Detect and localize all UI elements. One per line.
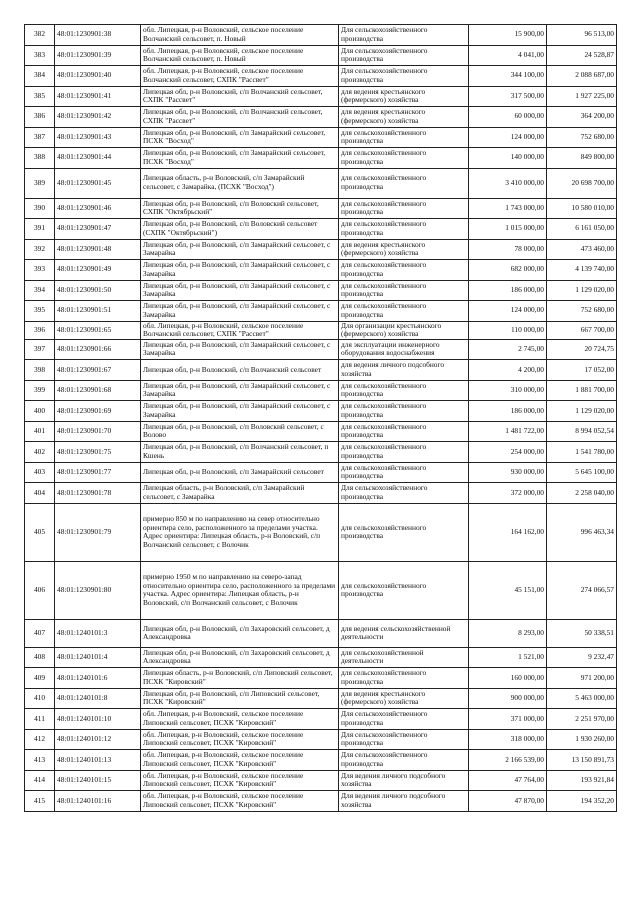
area-cell: 78 000,00: [469, 239, 547, 260]
table-row: [25, 688, 617, 709]
area-cell: 372 000,00: [469, 483, 547, 504]
area-cell: 317 500,00: [469, 86, 547, 107]
row-number: 387: [25, 127, 55, 148]
cadastral-value-cell: 1 930 260,00: [547, 729, 617, 750]
land-use-cell: для сельскохозяйственного производства: [339, 668, 469, 689]
table-row: [25, 709, 617, 730]
table-row: [25, 647, 617, 668]
cadastral-number: 48:01:1230901:38: [55, 25, 141, 46]
table-row: [25, 401, 617, 422]
cadastral-value-cell: 9 232,47: [547, 647, 617, 668]
cadastral-number: 48:01:1230901:67: [55, 360, 141, 381]
row-number: 386: [25, 107, 55, 128]
cadastral-value-cell: 13 150 891,73: [547, 750, 617, 771]
row-number: 409: [25, 668, 55, 689]
address-cell: Липецкая обл, р-н Воловский, с/п Захаровский сельсовет, д Александровка: [141, 619, 339, 647]
land-use-cell: Для сельскохозяйственного производства: [339, 483, 469, 504]
cadastral-value-cell: 5 645 100,00: [547, 462, 617, 483]
cadastral-number: 48:01:1240101:3: [55, 619, 141, 647]
land-use-cell: Для сельскохозяйственного производства: [339, 750, 469, 771]
cadastral-value-cell: 2 258 040,00: [547, 483, 617, 504]
cadastral-value-cell: 849 800,00: [547, 148, 617, 169]
table-row: [25, 239, 617, 260]
address-cell: примерно 850 м по направлению на север относительно ориентира село, расположенного за пределами участка. Адрес ориентира: Липецкая область, р-н Воловский, с/п Волчанский сельсовет, с Волочик: [141, 503, 339, 561]
table-row: [25, 321, 617, 339]
land-parcels-table: [24, 24, 617, 812]
land-use-cell: Для сельскохозяйственного производства: [339, 45, 469, 66]
land-use-cell: Для сельскохозяйственного производства: [339, 66, 469, 87]
table-row: [25, 619, 617, 647]
table-row: [25, 561, 617, 619]
land-use-cell: Для сельскохозяйственного производства: [339, 729, 469, 750]
address-cell: Липецкая обл, р-н Воловский, с/п Замарайский сельсовет, с Замарайка: [141, 401, 339, 422]
cadastral-number: 48:01:1230901:69: [55, 401, 141, 422]
table-row: [25, 770, 617, 791]
land-use-cell: для сельскохозяйственного производства: [339, 280, 469, 301]
table-row: [25, 260, 617, 281]
land-use-cell: для ведения крестьянского (фермерского) хозяйства: [339, 86, 469, 107]
cadastral-number: 48:01:1230901:44: [55, 148, 141, 169]
land-use-cell: для сельскохозяйственного производства: [339, 219, 469, 240]
cadastral-value-cell: 194 352,20: [547, 791, 617, 812]
address-cell: обл. Липецкая, р-н Воловский, сельское поселение Волчанский сельсовет, СХПК "Рассвет": [141, 66, 339, 87]
area-cell: 682 000,00: [469, 260, 547, 281]
land-use-cell: для сельскохозяйственного производства: [339, 421, 469, 442]
table-row: [25, 750, 617, 771]
land-use-cell: для ведения крестьянского (фермерского) хозяйства: [339, 107, 469, 128]
row-number: 393: [25, 260, 55, 281]
table-row: [25, 280, 617, 301]
cadastral-value-cell: 364 200,00: [547, 107, 617, 128]
table-row: [25, 791, 617, 812]
table-row: [25, 442, 617, 463]
land-use-cell: для сельскохозяйственного производства: [339, 380, 469, 401]
cadastral-value-cell: 1 927 225,00: [547, 86, 617, 107]
cadastral-number: 48:01:1230901:48: [55, 239, 141, 260]
cadastral-value-cell: 5 463 000,00: [547, 688, 617, 709]
area-cell: 1 481 722,00: [469, 421, 547, 442]
cadastral-value-cell: 6 161 050,00: [547, 219, 617, 240]
row-number: 410: [25, 688, 55, 709]
address-cell: Липецкая обл, р-н Воловский, с/п Замарайский сельсовет, ПСХК "Восход": [141, 148, 339, 169]
address-cell: Липецкая обл, р-н Воловский, с/п Замарайский сельсовет, ПСХК "Восход": [141, 127, 339, 148]
address-cell: Липецкая обл, р-н Воловский, с/п Замарайский сельсовет, с Замарайка: [141, 280, 339, 301]
table-row: [25, 503, 617, 561]
area-cell: 60 000,00: [469, 107, 547, 128]
area-cell: 4 200,00: [469, 360, 547, 381]
cadastral-value-cell: 971 200,00: [547, 668, 617, 689]
cadastral-value-cell: 24 528,87: [547, 45, 617, 66]
address-cell: Липецкая обл, р-н Воловский, с/п Замарайский сельсовет, с Замарайка: [141, 301, 339, 322]
row-number: 414: [25, 770, 55, 791]
cadastral-number: 48:01:1230901:50: [55, 280, 141, 301]
row-number: 407: [25, 619, 55, 647]
cadastral-value-cell: 1 129 020,00: [547, 280, 617, 301]
table-row: [25, 45, 617, 66]
cadastral-value-cell: 752 680,00: [547, 301, 617, 322]
land-use-cell: для сельскохозяйственного производства: [339, 168, 469, 198]
area-cell: 318 000,00: [469, 729, 547, 750]
land-use-cell: Для сельскохозяйственного производства: [339, 25, 469, 46]
land-use-cell: для сельскохозяйственного производства: [339, 148, 469, 169]
table-row: [25, 219, 617, 240]
row-number: 395: [25, 301, 55, 322]
land-use-cell: для сельскохозяйственного производства: [339, 401, 469, 422]
row-number: 404: [25, 483, 55, 504]
row-number: 401: [25, 421, 55, 442]
table-row: [25, 25, 617, 46]
land-use-cell: для сельскохозяйственного производства: [339, 503, 469, 561]
row-number: 389: [25, 168, 55, 198]
table-row: [25, 360, 617, 381]
address-cell: Липецкая обл, р-н Воловский, с/п Волчанский сельсовет, СХПК "Рассвет": [141, 86, 339, 107]
row-number: 383: [25, 45, 55, 66]
land-use-cell: для сельскохозяйственного производства: [339, 198, 469, 219]
cadastral-value-cell: 996 463,34: [547, 503, 617, 561]
address-cell: обл. Липецкая, р-н Воловский, сельское поселение Волчанский сельсовет, п. Новый: [141, 25, 339, 46]
row-number: 415: [25, 791, 55, 812]
address-cell: обл. Липецкая, р-н Воловский, сельское поселение Липовский сельсовет, ПСХК "Кировский": [141, 750, 339, 771]
address-cell: обл. Липецкая, р-н Воловский, сельское поселение Липовский сельсовет, ПСХК "Кировский": [141, 729, 339, 750]
table-row: [25, 107, 617, 128]
cadastral-value-cell: 8 994 052,54: [547, 421, 617, 442]
row-number: 403: [25, 462, 55, 483]
land-use-cell: для ведения личного подсобного хозяйства: [339, 360, 469, 381]
cadastral-value-cell: 752 680,00: [547, 127, 617, 148]
area-cell: 47 764,00: [469, 770, 547, 791]
area-cell: 1 743 000,00: [469, 198, 547, 219]
address-cell: обл. Липецкая, р-н Воловский, сельское поселение Липовский сельсовет, ПСХК "Кировский": [141, 791, 339, 812]
address-cell: Липецкая обл, р-н Воловский, с/п Волчанский сельсовет: [141, 360, 339, 381]
address-cell: Липецкая обл, р-н Воловский, с/п Липовский сельсовет, ПСХК "Кировский": [141, 688, 339, 709]
cadastral-number: 48:01:1230901:79: [55, 503, 141, 561]
cadastral-value-cell: 1 541 780,00: [547, 442, 617, 463]
land-use-cell: для сельскохозяйственного производства: [339, 127, 469, 148]
area-cell: 186 000,00: [469, 280, 547, 301]
row-number: 400: [25, 401, 55, 422]
cadastral-value-cell: 2 251 970,00: [547, 709, 617, 730]
table-row: [25, 339, 617, 360]
address-cell: Липецкая обл, р-н Воловский, с/п Замарайский сельсовет, с Замарайка: [141, 339, 339, 360]
area-cell: 8 293,00: [469, 619, 547, 647]
table-row: [25, 380, 617, 401]
land-use-cell: для сельскохозяйственного производства: [339, 561, 469, 619]
land-use-cell: Для организации крестьянского (фермерского) хозяйства: [339, 321, 469, 339]
cadastral-number: 48:01:1240101:10: [55, 709, 141, 730]
table-row: [25, 483, 617, 504]
address-cell: Липецкая обл, р-н Воловский, с/п Воловский сельсовет (СХПК "Октябрьский"): [141, 219, 339, 240]
area-cell: 371 000,00: [469, 709, 547, 730]
row-number: 411: [25, 709, 55, 730]
cadastral-number: 48:01:1230901:39: [55, 45, 141, 66]
row-number: 388: [25, 148, 55, 169]
table-row: [25, 148, 617, 169]
land-use-cell: для сельскохозяйственного производства: [339, 462, 469, 483]
row-number: 402: [25, 442, 55, 463]
cadastral-number: 48:01:1230901:70: [55, 421, 141, 442]
address-cell: Липецкая обл, р-н Воловский, с/п Замарайский сельсовет, с Замарайка: [141, 239, 339, 260]
address-cell: обл. Липецкая, р-н Воловский, сельское поселение Волчанский сельсовет, п. Новый: [141, 45, 339, 66]
land-use-cell: Для ведения личного подсобного хозяйства: [339, 770, 469, 791]
area-cell: 930 000,00: [469, 462, 547, 483]
cadastral-value-cell: 667 700,00: [547, 321, 617, 339]
cadastral-value-cell: 20 698 700,00: [547, 168, 617, 198]
cadastral-number: 48:01:1240101:15: [55, 770, 141, 791]
cadastral-number: 48:01:1230901:78: [55, 483, 141, 504]
table-row: [25, 198, 617, 219]
table-row: [25, 168, 617, 198]
cadastral-number: 48:01:1230901:45: [55, 168, 141, 198]
area-cell: 1 015 000,00: [469, 219, 547, 240]
cadastral-value-cell: 17 052,00: [547, 360, 617, 381]
area-cell: 124 000,00: [469, 127, 547, 148]
area-cell: 124 000,00: [469, 301, 547, 322]
cadastral-number: 48:01:1230901:42: [55, 107, 141, 128]
cadastral-value-cell: 473 460,00: [547, 239, 617, 260]
row-number: 391: [25, 219, 55, 240]
address-cell: Липецкая обл, р-н Воловский, с/п Волчанский сельсовет, п Кшень: [141, 442, 339, 463]
row-number: 397: [25, 339, 55, 360]
cadastral-number: 48:01:1240101:16: [55, 791, 141, 812]
area-cell: 900 000,00: [469, 688, 547, 709]
cadastral-number: 48:01:1230901:49: [55, 260, 141, 281]
cadastral-value-cell: 10 580 010,00: [547, 198, 617, 219]
cadastral-value-cell: 20 724,75: [547, 339, 617, 360]
cadastral-number: 48:01:1240101:13: [55, 750, 141, 771]
row-number: 398: [25, 360, 55, 381]
area-cell: 47 870,00: [469, 791, 547, 812]
address-cell: Липецкая область, р-н Воловский, с/п Замарайский сельсовет, с Замарайка: [141, 483, 339, 504]
table-row: [25, 301, 617, 322]
land-use-cell: для сельскохозяйственной деятельности: [339, 647, 469, 668]
cadastral-number: 48:01:1230901:68: [55, 380, 141, 401]
row-number: 399: [25, 380, 55, 401]
area-cell: 254 000,00: [469, 442, 547, 463]
cadastral-value-cell: 1 881 700,00: [547, 380, 617, 401]
address-cell: Липецкая обл, р-н Воловский, с/п Волчанский сельсовет, СХПК "Рассвет": [141, 107, 339, 128]
cadastral-value-cell: 96 513,00: [547, 25, 617, 46]
land-use-cell: для ведения крестьянского (фермерского) хозяйства: [339, 688, 469, 709]
area-cell: 3 410 000,00: [469, 168, 547, 198]
cadastral-value-cell: 2 088 687,00: [547, 66, 617, 87]
area-cell: 2 745,00: [469, 339, 547, 360]
row-number: 392: [25, 239, 55, 260]
table-row: [25, 127, 617, 148]
area-cell: 4 041,00: [469, 45, 547, 66]
table-row: [25, 66, 617, 87]
cadastral-number: 48:01:1240101:8: [55, 688, 141, 709]
area-cell: 310 000,00: [469, 380, 547, 401]
cadastral-number: 48:01:1240101:12: [55, 729, 141, 750]
row-number: 413: [25, 750, 55, 771]
row-number: 384: [25, 66, 55, 87]
cadastral-number: 48:01:1230901:43: [55, 127, 141, 148]
area-cell: 140 000,00: [469, 148, 547, 169]
cadastral-number: 48:01:1230901:65: [55, 321, 141, 339]
address-cell: Липецкая область, р-н Воловский, с/п Замарайский сельсовет, с Замарайка, (ПСХК "Восход"): [141, 168, 339, 198]
cadastral-number: 48:01:1230901:77: [55, 462, 141, 483]
row-number: 394: [25, 280, 55, 301]
address-cell: Липецкая обл, р-н Воловский, с/п Воловский сельсовет, СХПК "Октябрьский": [141, 198, 339, 219]
cadastral-number: 48:01:1230901:46: [55, 198, 141, 219]
row-number: 382: [25, 25, 55, 46]
area-cell: 2 166 539,00: [469, 750, 547, 771]
cadastral-number: 48:01:1230901:41: [55, 86, 141, 107]
address-cell: обл. Липецкая, р-н Воловский, сельское поселение Волчанский сельсовет, СХПК "Рассвет": [141, 321, 339, 339]
address-cell: обл. Липецкая, р-н Воловский, сельское поселение Липовский сельсовет, ПСХК "Кировский": [141, 770, 339, 791]
cadastral-number: 48:01:1230901:51: [55, 301, 141, 322]
area-cell: 15 900,00: [469, 25, 547, 46]
area-cell: 1 521,00: [469, 647, 547, 668]
table-row: [25, 421, 617, 442]
address-cell: Липецкая область, р-н Воловский, с/п Липовский сельсовет, ПСХК "Кировский": [141, 668, 339, 689]
area-cell: 110 000,00: [469, 321, 547, 339]
row-number: 396: [25, 321, 55, 339]
land-use-cell: Для ведения личного подсобного хозяйства: [339, 791, 469, 812]
land-use-cell: для ведения крестьянского (фермерского) хозяйства: [339, 239, 469, 260]
area-cell: 45 151,00: [469, 561, 547, 619]
land-use-cell: для эксплуатации инженерного оборудования водоснабжения: [339, 339, 469, 360]
table-row: [25, 668, 617, 689]
cadastral-value-cell: 193 921,84: [547, 770, 617, 791]
area-cell: 186 000,00: [469, 401, 547, 422]
address-cell: Липецкая обл, р-н Воловский, с/п Воловский сельсовет, с Волово: [141, 421, 339, 442]
cadastral-number: 48:01:1240101:6: [55, 668, 141, 689]
row-number: 405: [25, 503, 55, 561]
row-number: 385: [25, 86, 55, 107]
land-use-cell: для сельскохозяйственного производства: [339, 260, 469, 281]
cadastral-value-cell: 50 338,51: [547, 619, 617, 647]
cadastral-number: 48:01:1230901:47: [55, 219, 141, 240]
land-use-cell: для сельскохозяйственного производства: [339, 442, 469, 463]
cadastral-value-cell: 274 066,57: [547, 561, 617, 619]
area-cell: 164 162,00: [469, 503, 547, 561]
cadastral-number: 48:01:1240101:4: [55, 647, 141, 668]
address-cell: Липецкая обл, р-н Воловский, с/п Захаровский сельсовет, д Александровка: [141, 647, 339, 668]
land-use-cell: для сельскохозяйственного производства: [339, 301, 469, 322]
row-number: 390: [25, 198, 55, 219]
address-cell: Липецкая обл, р-н Воловский, с/п Замарайский сельсовет: [141, 462, 339, 483]
cadastral-number: 48:01:1230901:66: [55, 339, 141, 360]
land-use-cell: для ведения сельскохозяйственной деятельности: [339, 619, 469, 647]
address-cell: примерно 1950 м по направлению на северо-запад относительно ориентира село, расположенного за пределами участка. Адрес ориентира: Липецкая область, р-н Воловский, с/п Волчанский сельсовет, с Волочик: [141, 561, 339, 619]
row-number: 412: [25, 729, 55, 750]
table-row: [25, 462, 617, 483]
area-cell: 160 000,00: [469, 668, 547, 689]
row-number: 406: [25, 561, 55, 619]
cadastral-value-cell: 4 139 740,00: [547, 260, 617, 281]
address-cell: Липецкая обл, р-н Воловский, с/п Замарайский сельсовет, с Замарайка: [141, 260, 339, 281]
cadastral-number: 48:01:1230901:40: [55, 66, 141, 87]
address-cell: Липецкая обл, р-н Воловский, с/п Замарайский сельсовет, с Замарайка: [141, 380, 339, 401]
address-cell: обл. Липецкая, р-н Воловский, сельское поселение Липовский сельсовет, ПСХК "Кировский": [141, 709, 339, 730]
table-row: [25, 86, 617, 107]
cadastral-number: 48:01:1230901:75: [55, 442, 141, 463]
cadastral-number: 48:01:1230901:80: [55, 561, 141, 619]
cadastral-value-cell: 1 129 020,00: [547, 401, 617, 422]
land-use-cell: Для сельскохозяйственного производства: [339, 709, 469, 730]
area-cell: 344 100,00: [469, 66, 547, 87]
row-number: 408: [25, 647, 55, 668]
table-row: [25, 729, 617, 750]
